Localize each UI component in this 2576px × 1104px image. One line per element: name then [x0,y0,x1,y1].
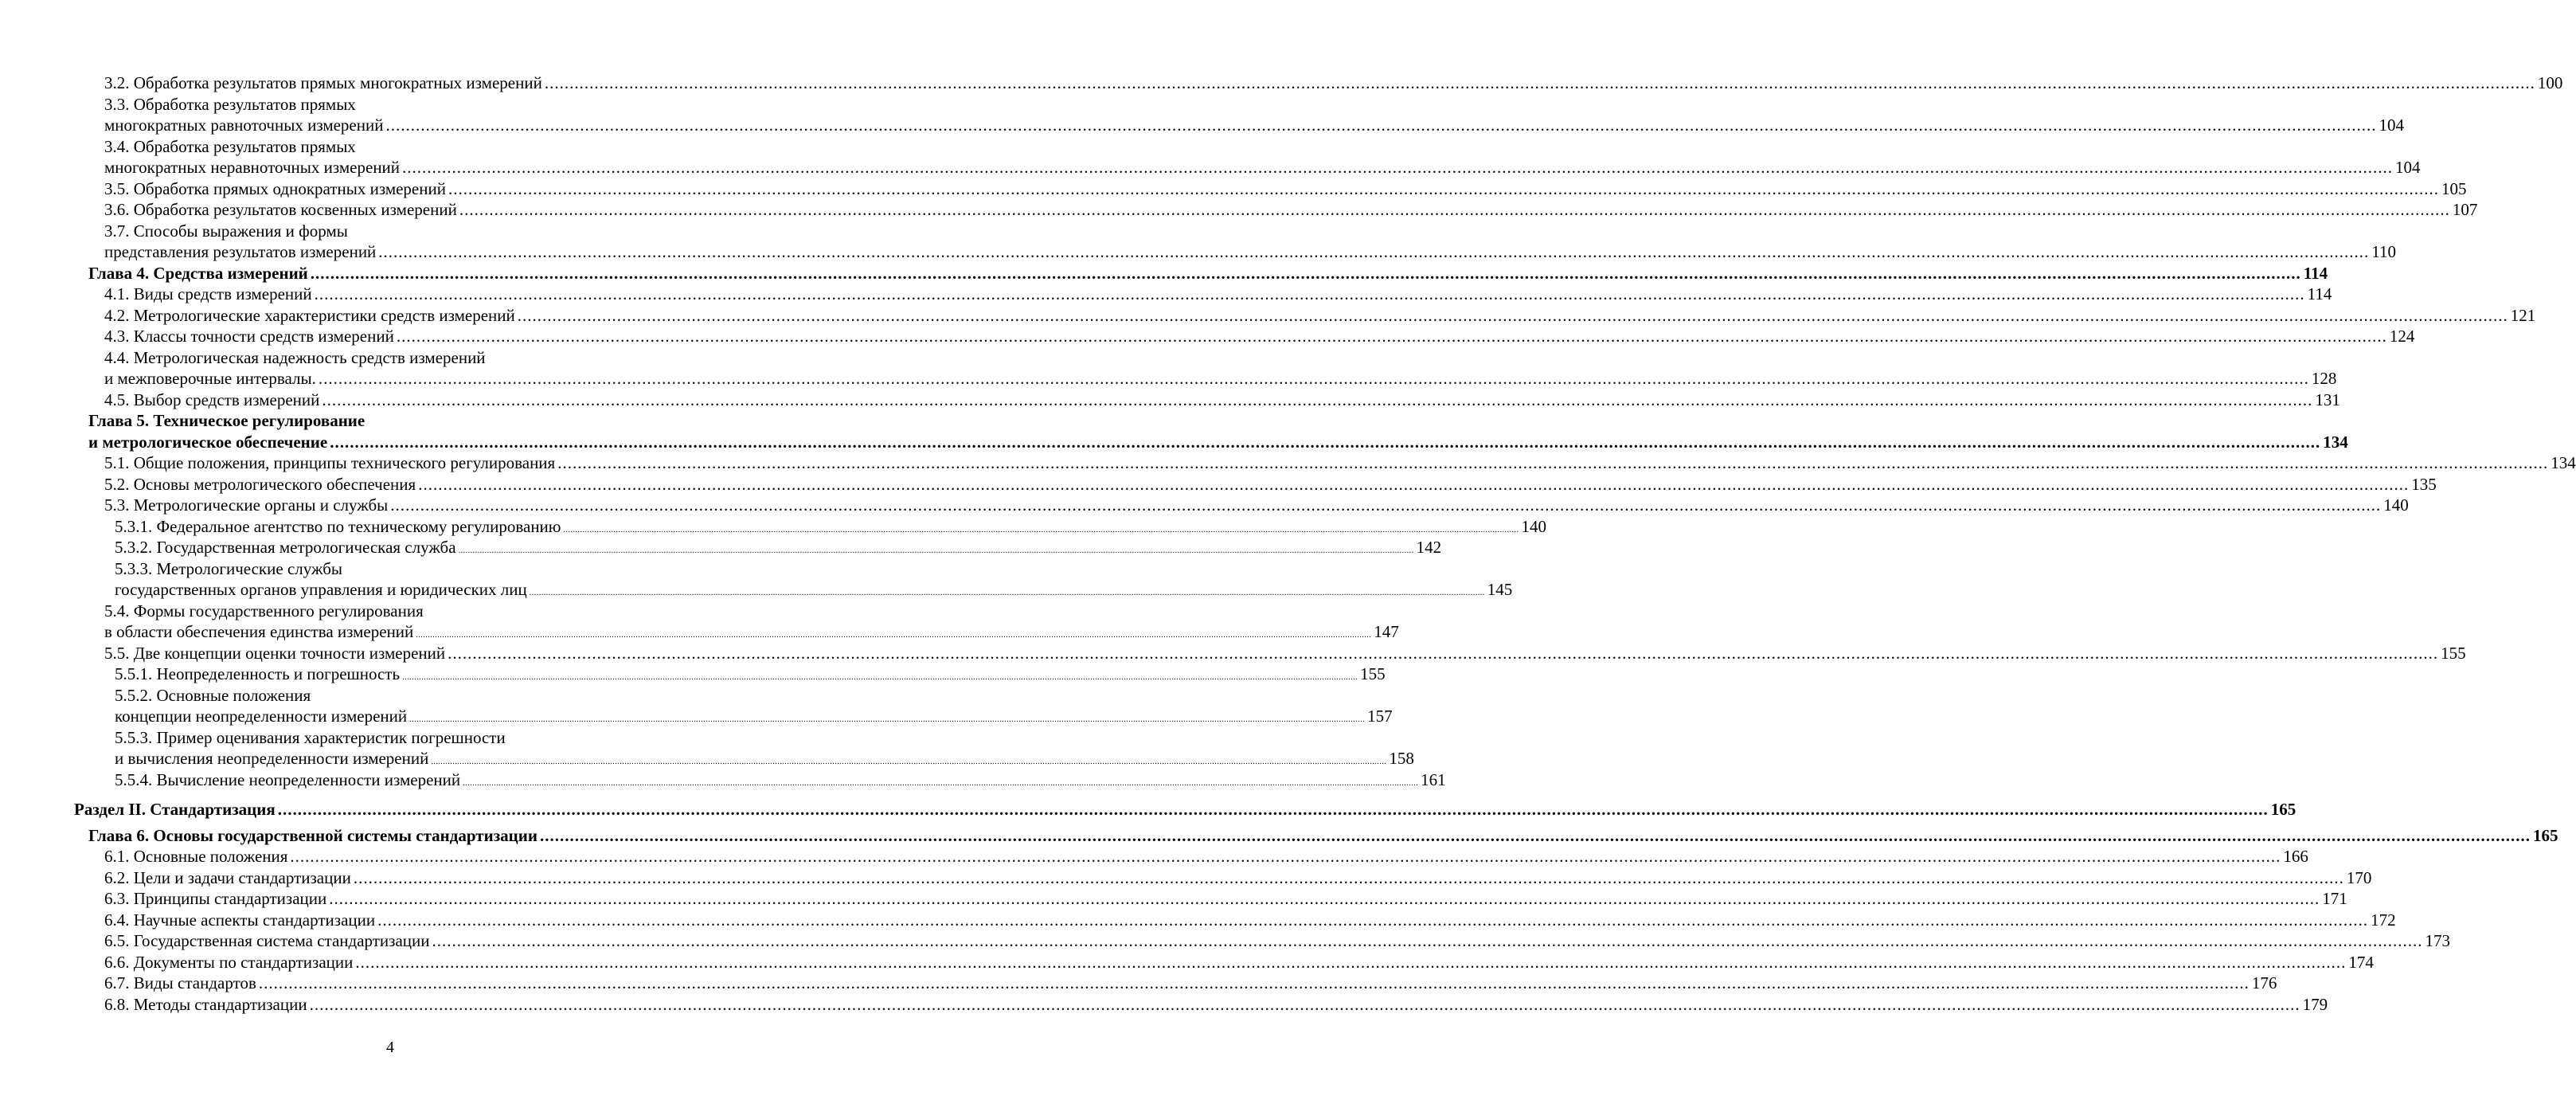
toc-page-number: 165 [2532,825,2558,845]
toc-dot-leader: ................................................................................................................................................................................................................................................................................................................................................................................................................ [418,474,2410,494]
toc-entry-title: 3.5. Обработка прямых однократных измерений [104,178,446,198]
toc-page-number: 134 [2551,453,2576,472]
toc-entry-title: 6.6. Документы по стандартизации [104,952,354,972]
toc-entry-title: 4.5. Выбор средств измерений [104,390,320,409]
toc-dot-leader: ................................................................................................................................................................................................................................................................................................................................................................................................................ [385,115,2377,135]
toc-page-number: 107 [2452,200,2478,219]
toc-dot-leader: ................................................................................................................................................................................................................................................................................................................................................................................................................ [402,158,2394,177]
toc-entry [0,368,2337,390]
toc-entry-heading-line [0,685,780,707]
toc-entry-title: и межповерочные интервалы. [104,369,316,388]
toc-entry [0,706,1393,727]
toc-dot-leader: ................................................................................................................................................................................................................................................................................................................................................................................................................ [314,284,2305,303]
toc-entry-heading-line [0,94,780,115]
toc-dot-leader: ................................................................................................................................................................................................................................................................................................................................................................................................................ [258,973,2250,992]
toc-page-number: 142 [1416,538,1442,557]
toc-entry-heading-line [0,221,780,242]
toc-page-number: 110 [2371,242,2397,261]
toc-entry-title: 5.5.4. Вычисление неопределенности измерений [115,769,461,789]
toc-entry [0,888,2347,910]
toc-dot-leader: ................................................................................................................................................................................................................................................................................................................................................................................................................ [459,200,2450,219]
toc-page-number: 114 [2307,284,2332,303]
toc-dot-leader: ................................................................................................................................................................................................................................................................................................................................................................................................................ [416,631,1372,640]
toc-dot-leader: ................................................................................................................................................................................................................................................................................................................................................................................................................ [529,589,1485,597]
toc-dot-leader: ................................................................................................................................................................................................................................................................................................................................................................................................................ [431,758,1387,766]
toc-page-number: 104 [2379,115,2404,135]
toc-entry-title: 3.7. Способы выражения и формы [104,221,348,241]
toc-dot-leader: ................................................................................................................................................................................................................................................................................................................................................................................................................ [318,369,2309,388]
toc-entry-title: представления результатов измерений [104,242,377,261]
toc-entry-heading-line [0,347,780,369]
toc-entry-title: 4.3. Классы точности средств измерений [104,327,394,346]
toc-entry-title: 5.4. Формы государственного регулирования [104,601,424,621]
toc-entry-title: 6.3. Принципы стандартизации [104,889,327,908]
toc-entry-title: 3.3. Обработка результатов прямых [104,94,356,114]
toc-page-number: 173 [2425,931,2450,950]
toc-entry-title: 4.4. Метрологическая надежность средств измерений [104,347,486,367]
toc-page-number: 158 [1389,749,1414,768]
toc-entry-title: 3.4. Обработка результатов прямых [104,136,356,156]
toc-dot-leader: ................................................................................................................................................................................................................................................................................................................................................................................................................ [309,994,2300,1014]
toc-dot-leader: ................................................................................................................................................................................................................................................................................................................................................................................................................ [448,643,2439,663]
toc-entry-title: 5.3.3. Метрологические службы [115,558,342,578]
toc-entry [0,199,2478,221]
toc-entry [0,241,2397,263]
toc-page-number: 179 [2302,994,2328,1014]
toc-entry [0,390,2340,411]
toc-page-number: 100 [2537,73,2563,92]
toc-entry-title: государственных органов управления и юридических лиц [115,580,527,599]
toc-entry-heading-line [0,410,780,432]
toc-page-number: 171 [2322,889,2347,908]
toc-entry [0,516,1546,538]
toc-page-number: 114 [2303,263,2328,283]
toc-page-number: 134 [2323,432,2348,452]
toc-entry [0,867,2372,889]
toc-dot-leader: ................................................................................................................................................................................................................................................................................................................................................................................................................ [377,910,2369,930]
toc-entry [0,952,2374,973]
toc-entry [0,157,2421,178]
toc-entry [0,432,2348,453]
toc-entry [0,178,2467,200]
toc-entry [0,994,2328,1016]
toc-page-number: 165 [2270,800,2297,819]
toc-entry-title: многократных равноточных измерений [104,115,384,135]
toc-entry [0,305,2536,327]
toc-entry-title: 5.3. Метрологические органы и службы [104,495,389,515]
toc-entry-title: 4.2. Метрологические характеристики средств измерений [104,305,515,325]
toc-entry [0,910,2396,931]
toc-entry [0,930,2450,952]
toc-page-number: 121 [2510,305,2536,325]
page-number: 4 [386,1039,394,1056]
toc-dot-leader: ................................................................................................................................................................................................................................................................................................................................................................................................................ [378,242,2370,261]
toc-dot-leader: ................................................................................................................................................................................................................................................................................................................................................................................................................ [310,263,2301,283]
toc-dot-leader: ................................................................................................................................................................................................................................................................................................................................................................................................................ [355,952,2347,972]
toc-entry-title: 6.5. Государственная система стандартизации [104,931,430,950]
toc-entry-title: Глава 5. Техническое регулирование [88,411,365,430]
toc-page-number: 104 [2395,158,2421,177]
toc-entry-title: Раздел II. Стандартизация [74,800,276,819]
toc-page-number: 124 [2389,327,2415,346]
toc-entry-title: 5.1. Общие положения, принципы технического регулирования [104,453,556,472]
toc-entry [0,72,2563,94]
toc-page-number: 174 [2348,952,2374,972]
toc-page-number: 176 [2251,973,2277,992]
toc-page-number: 170 [2346,867,2372,887]
toc-dot-leader: ................................................................................................................................................................................................................................................................................................................................................................................................................ [458,546,1414,555]
toc-entry-title: 6.8. Методы стандартизации [104,994,307,1014]
toc-entry-title: 5.5. Две концепции оценки точности измерений [104,643,446,663]
toc-dot-leader: ................................................................................................................................................................................................................................................................................................................................................................................................................ [463,778,1419,788]
toc-entry [0,621,1399,643]
toc-entry-title: 5.3.1. Федеральное агентство по техническому регулированию [115,516,561,536]
toc-entry-title: 4.1. Виды средств измерений [104,284,312,303]
toc-page-number: 157 [1367,707,1393,726]
toc-page-number: 155 [1360,664,1386,683]
toc-entry [0,748,1414,769]
toc-dot-leader: ................................................................................................................................................................................................................................................................................................................................................................................................................ [563,525,1519,534]
toc-entry-title: Глава 4. Средства измерений [88,263,308,283]
toc-entry-heading-line [0,727,780,749]
toc-entry [0,537,1442,558]
toc-dot-leader: ................................................................................................................................................................................................................................................................................................................................................................................................................ [353,867,2344,887]
toc-dot-leader: ................................................................................................................................................................................................................................................................................................................................................................................................................ [402,673,1358,682]
toc-entry [0,846,2308,867]
toc-page-number: 131 [2315,390,2340,409]
toc-entry-title: 3.6. Обработка результатов косвенных измерений [104,200,457,219]
toc-entry [0,664,1386,685]
toc-entry [0,973,2277,994]
toc-entry [0,263,2328,284]
toc-page-number: 155 [2441,643,2466,663]
toc-page-number: 105 [2441,178,2467,198]
toc-entry-title: 6.7. Виды стандартов [104,973,256,992]
toc-dot-leader: ................................................................................................................................................................................................................................................................................................................................................................................................................ [330,432,2321,452]
toc-dot-leader: ................................................................................................................................................................................................................................................................................................................................................................................................................ [290,847,2281,866]
toc-entry [0,579,1513,601]
toc-dot-leader: ................................................................................................................................................................................................................................................................................................................................................................................................................ [409,715,1366,724]
toc-entry-title: в области обеспечения единства измерений [104,622,414,641]
toc-dot-leader: ................................................................................................................................................................................................................................................................................................................................................................................................................ [432,931,2423,950]
toc-dot-leader: ................................................................................................................................................................................................................................................................................................................................................................................................................ [517,305,2508,325]
toc-entry-title: 5.5.2. Основные положения [115,685,311,705]
toc-entry [0,495,2409,516]
toc-entry-title: и вычисления неопределенности измерений [115,749,429,768]
toc-entry [0,769,1446,791]
toc-dot-leader: ................................................................................................................................................................................................................................................................................................................................................................................................................ [277,800,2269,819]
toc-dot-leader: ................................................................................................................................................................................................................................................................................................................................................................................................................ [329,889,2320,908]
toc-entry-title: 5.5.3. Пример оценивания характеристик погрешности [115,727,506,747]
toc-dot-leader: ................................................................................................................................................................................................................................................................................................................................................................................................................ [448,178,2439,198]
toc-entry-heading-line [0,136,780,158]
toc-entry-title: 6.4. Научные аспекты стандартизации [104,910,376,930]
toc-page-number: 145 [1487,580,1513,599]
toc-page-number: 140 [2383,495,2409,515]
toc-entry [0,326,2415,347]
toc-entry [0,284,2332,305]
toc-entry-title: и метрологическое обеспечение [88,432,328,452]
toc-dot-leader: ................................................................................................................................................................................................................................................................................................................................................................................................................ [322,390,2313,409]
toc-page-number: 147 [1374,622,1399,641]
toc-entry-title: 5.5.1. Неопределенность и погрешность [115,664,401,683]
toc-dot-leader: ................................................................................................................................................................................................................................................................................................................................................................................................................ [390,495,2382,515]
toc-entry [0,115,2404,136]
toc-dot-leader: ................................................................................................................................................................................................................................................................................................................................................................................................................ [544,73,2535,92]
toc-page-number: 135 [2411,474,2437,494]
toc-entry-title: 5.3.2. Государственная метрологическая служба [115,538,456,557]
toc-entry-heading-line [0,601,780,622]
toc-entry-title: 6.1. Основные положения [104,847,288,866]
table-of-contents [0,72,2576,1015]
toc-entry [0,452,2576,474]
toc-dot-leader: ................................................................................................................................................................................................................................................................................................................................................................................................................ [557,453,2549,472]
toc-page-number: 128 [2311,369,2337,388]
toc-entry-heading-line [0,558,780,580]
toc-entry [0,643,2466,664]
toc-entry-title: Глава 6. Основы государственной системы стандартизации [88,825,537,845]
toc-page-number: 172 [2371,910,2396,930]
toc-entry-title: 3.2. Обработка результатов прямых многократных измерений [104,73,542,92]
toc-dot-leader: ................................................................................................................................................................................................................................................................................................................................................................................................................ [539,825,2531,845]
toc-entry-title: концепции неопределенности измерений [115,707,408,726]
toc-entry-title: 6.2. Цели и задачи стандартизации [104,867,351,887]
toc-entry-title: 5.2. Основы метрологического обеспечения [104,474,416,494]
toc-entry [0,799,2297,820]
toc-entry [0,825,2558,847]
toc-page-number: 166 [2283,847,2308,866]
toc-page-number: 161 [1421,769,1446,789]
toc-entry-title: многократных неравноточных измерений [104,158,401,177]
toc-page-number: 140 [1521,516,1546,536]
toc-entry [0,474,2437,495]
toc-dot-leader: ................................................................................................................................................................................................................................................................................................................................................................................................................ [396,327,2387,346]
